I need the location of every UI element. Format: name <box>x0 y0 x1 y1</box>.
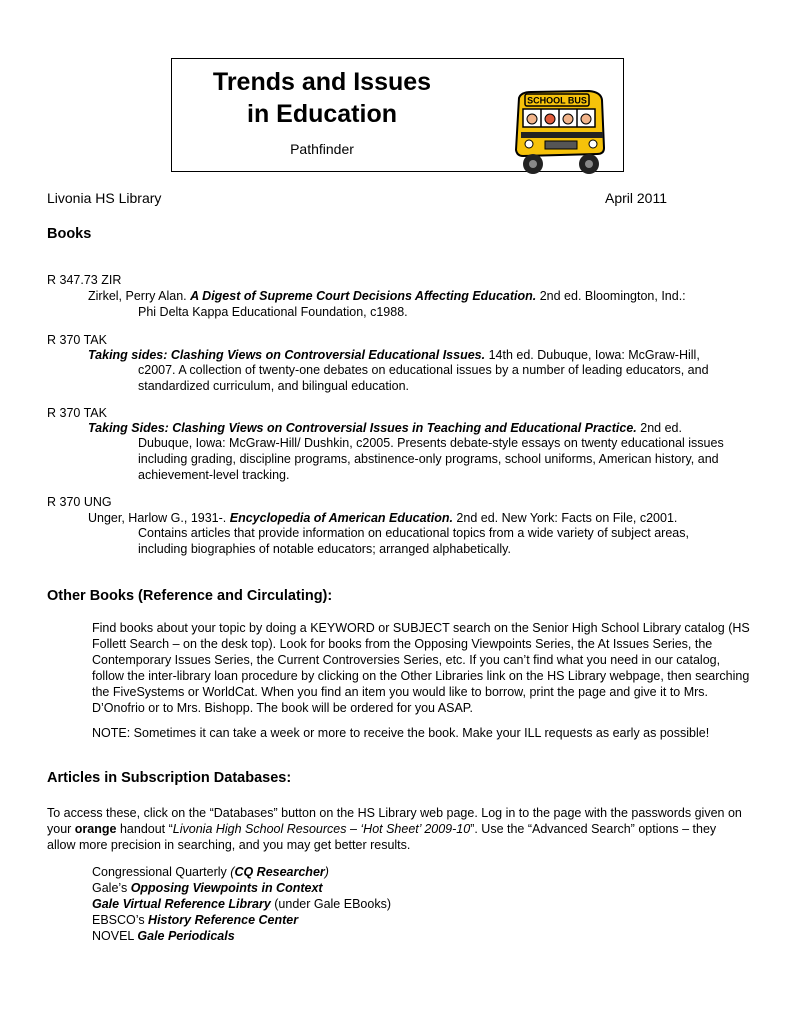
database-name: CQ Researcher <box>234 865 325 879</box>
database-provider: Gale’s <box>92 881 131 895</box>
articles-intro <box>47 805 747 853</box>
intro-text: ”. Use the “Advanced Search” options – they allow more precision in searching, and you may get better results. <box>47 822 717 852</box>
call-number: R 347.73 ZIR <box>47 273 122 287</box>
call-number: R 370 UNG <box>47 495 112 509</box>
database-name: Gale Periodicals <box>137 929 235 943</box>
database-item <box>92 928 492 944</box>
book-title: Taking Sides: Clashing Views on Controversial Issues in Teaching and Educational Practice. <box>88 421 637 435</box>
book-publication: 14th ed. Dubuque, Iowa: McGraw-Hill, <box>485 348 700 362</box>
database-provider: NOVEL <box>92 929 138 943</box>
title-line-2: in Education <box>247 100 397 128</box>
call-number: R 370 TAK <box>47 333 107 347</box>
title-line-1: Trends and Issues <box>212 68 432 96</box>
library-name: Livonia HS Library <box>47 190 162 206</box>
intro-text: handout “ <box>116 822 173 836</box>
database-provider: Congressional Quarterly <box>92 865 231 879</box>
database-name: Gale Virtual Reference Library <box>92 897 271 911</box>
database-provider: EBSCO’s <box>92 913 149 927</box>
book-author: Zirkel, Perry Alan. <box>88 289 191 303</box>
book-description: c2007. A collection of twenty-one debates on educational issues by a number of leading educators, and standardized curriculum, and bilingual education. <box>138 363 709 393</box>
book-entry <box>88 510 758 526</box>
book-entry <box>88 420 768 436</box>
book-publication: 2nd ed. <box>636 421 682 435</box>
book-publication: 2nd ed. New York: Facts on File, c2001. <box>452 511 678 525</box>
database-paren: ( <box>230 865 235 879</box>
book-author: Unger, Harlow G., 1931-. <box>88 511 230 525</box>
call-number: R 370 TAK <box>47 406 107 420</box>
database-paren: ) <box>324 865 329 879</box>
books-heading: Books <box>47 226 92 242</box>
intro-orange: orange <box>74 822 117 836</box>
database-name: History Reference Center <box>148 913 299 927</box>
bus-sign-text: SCHOOL BUS <box>527 95 587 106</box>
subtitle: Pathfinder <box>290 141 354 157</box>
database-name: Opposing Viewpoints in Context <box>130 881 323 895</box>
book-description: Phi Delta Kappa Educational Foundation, c1988. <box>138 305 408 319</box>
pathfinder-date: April 2011 <box>605 190 668 206</box>
book-description: Dubuque, Iowa: McGraw-Hill/ Dushkin, c2005. Presents debate-style essays on twenty educational issues including grading, discipline programs, abstinence-only programs, school uniforms, American history, and achievement-level tracking. <box>138 436 724 482</box>
database-item <box>92 896 492 912</box>
database-item <box>92 912 492 928</box>
database-note: (under Gale EBooks) <box>270 897 391 911</box>
intro-hot-sheet: Livonia High School Resources – ‘Hot Sheet’ 2009-10 <box>172 822 471 836</box>
book-entry <box>88 288 791 304</box>
database-list <box>92 864 492 944</box>
book-entry <box>88 347 758 363</box>
book-title: Taking sides: Clashing Views on Controversial Educational Issues. <box>88 348 486 362</box>
ill-note: NOTE: Sometimes it can take a week or more to receive the book. Make your ILL requests as early as possible! <box>92 726 710 740</box>
other-books-heading: Other Books (Reference and Circulating): <box>47 588 333 604</box>
articles-heading: Articles in Subscription Databases: <box>47 770 292 786</box>
database-item <box>92 880 492 896</box>
school-bus-illustration <box>505 88 609 180</box>
database-item <box>92 864 492 880</box>
intro-text: To access these, click on the “Databases” button on the HS Library web page. Log in to the page with the passwords given on your <box>47 806 742 836</box>
book-title: A Digest of Supreme Court Decisions Affecting Education. <box>190 289 537 303</box>
other-books-paragraph: Find books about your topic by doing a KEYWORD or SUBJECT search on the Senior High School Library catalog (HS Follett Search – on the desk top). Look for books from the Opposing Viewpoints Series, the At Issues Series, the Contemporary Issues Series, the Current Controversies Series, etc. If you can’t find what you need in our catalog, follow the inter-library loan procedure by clicking on the Other Libraries link on the HS Library webpage, then searching the FiveSystems or WorldCat. When you find an item you would like to borrow, print the page and give it to Mrs. D’Onofrio or to Mrs. Bishopp. The book will be ordered for you ASAP. <box>92 621 750 715</box>
book-description: Contains articles that provide information on educational topics from a wide variety of subject areas, including biographies of notable educators; arranged alphabetically. <box>138 526 689 556</box>
book-publication: 2nd ed. Bloomington, Ind.: <box>536 289 686 303</box>
book-title: Encyclopedia of American Education. <box>229 511 453 525</box>
